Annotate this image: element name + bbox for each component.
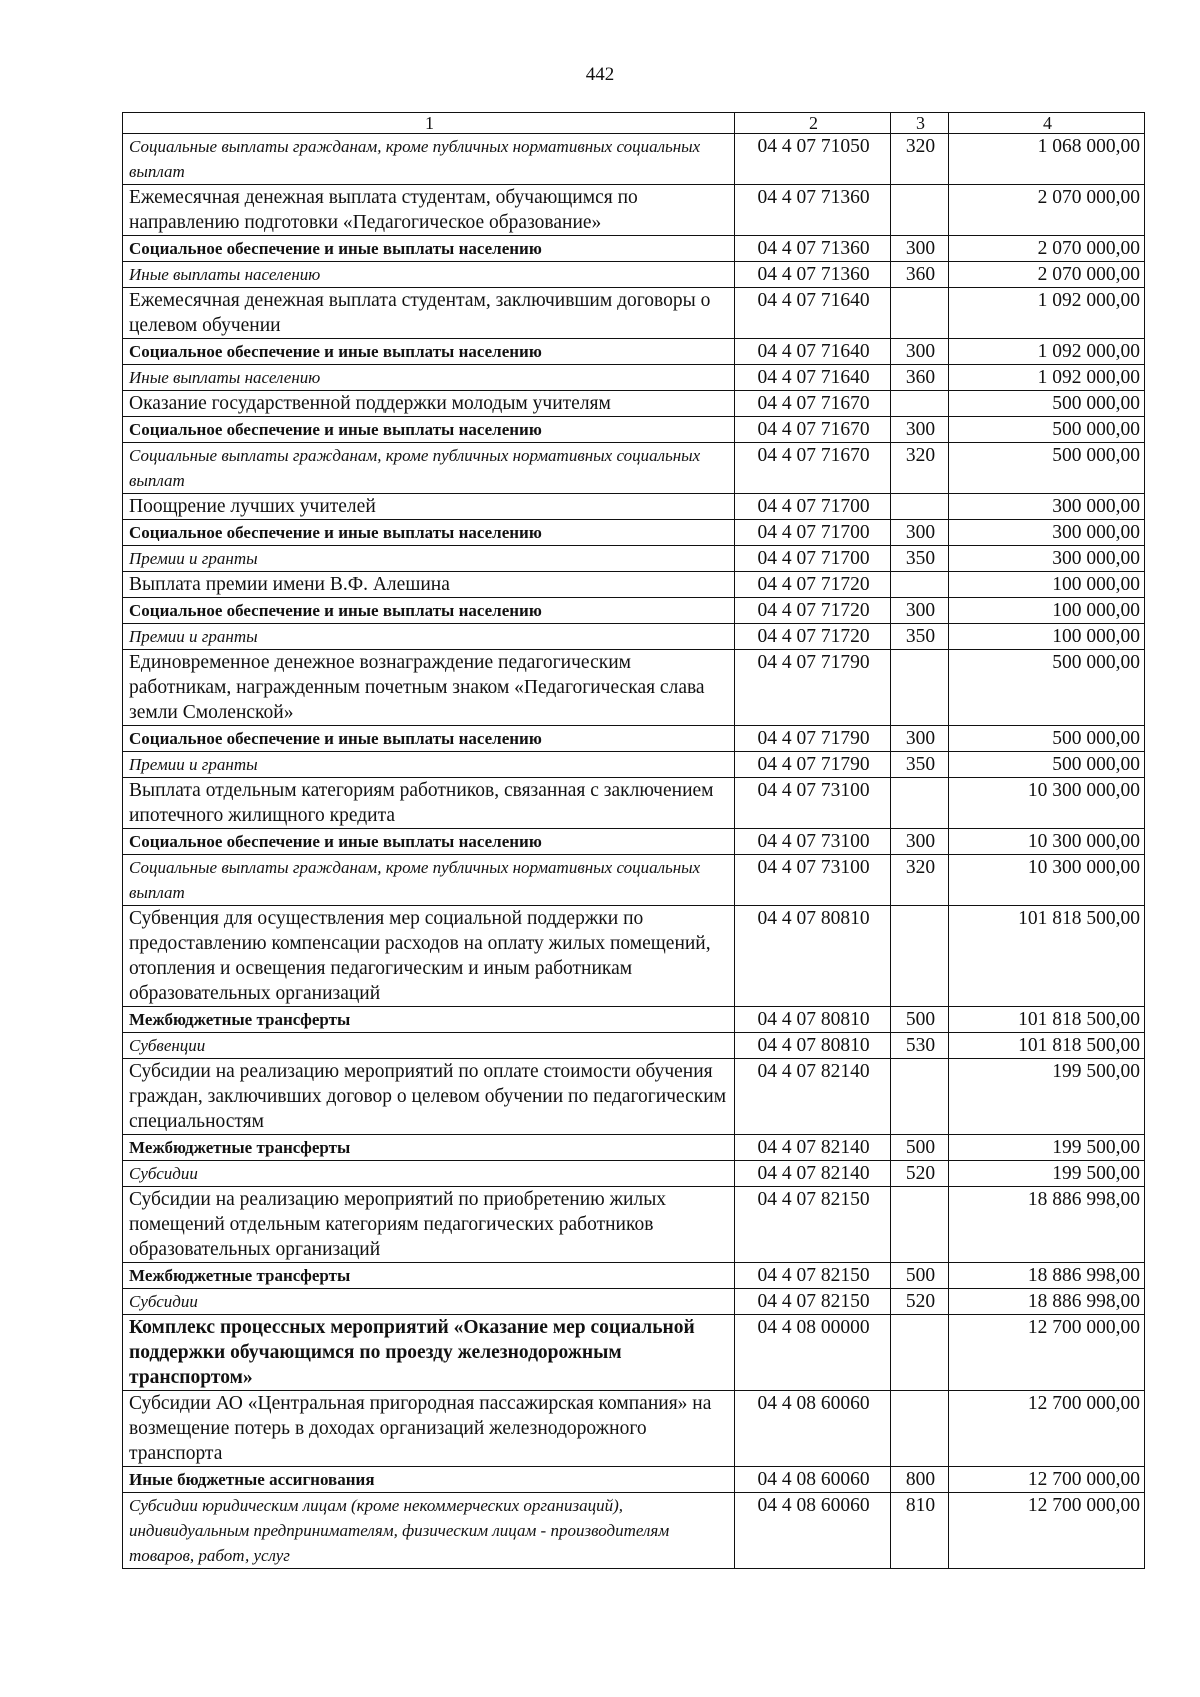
row-name-cell: Ежемесячная денежная выплата студентам, заключившим договоры о целевом обучении [123,288,735,339]
table-row [123,1467,1145,1493]
row-code-cell: 04 4 07 71640 [735,339,891,365]
row-code-cell: 04 4 07 80810 [735,1033,891,1059]
table-row [123,1315,1145,1391]
row-expense-type-cell: 320 [891,855,949,906]
row-code-cell: 04 4 07 80810 [735,1007,891,1033]
row-name-cell: Субвенция для осуществления мер социальной поддержки по предоставлению компенсации расходов на оплату жилых помещений, отопления и освещения педагогическим и иным работникам образовательных организаций [123,906,735,1007]
row-expense-type-cell: 520 [891,1161,949,1187]
row-name-cell: Иные выплаты населению [123,262,735,288]
row-code-cell: 04 4 07 71670 [735,417,891,443]
row-name-cell: Премии и гранты [123,546,735,572]
row-code-cell: 04 4 07 71360 [735,236,891,262]
row-code-cell: 04 4 07 71790 [735,752,891,778]
table-row [123,829,1145,855]
table-row [123,417,1145,443]
row-name-cell: Социальное обеспечение и иные выплаты населению [123,829,735,855]
row-code-cell: 04 4 07 71360 [735,262,891,288]
row-sum-cell: 199 500,00 [949,1161,1145,1187]
row-name-cell: Выплата отдельным категориям работников, связанная с заключением ипотечного жилищного кредита [123,778,735,829]
row-code-cell: 04 4 08 00000 [735,1315,891,1391]
row-expense-type-cell: 360 [891,262,949,288]
row-name-cell: Единовременное денежное вознаграждение педагогическим работникам, награжденным почетным знаком «Педагогическая слава земли Смоленской» [123,650,735,726]
table-row [123,1059,1145,1135]
row-name-cell: Социальные выплаты гражданам, кроме публичных нормативных социальных выплат [123,855,735,906]
row-code-cell: 04 4 07 82140 [735,1161,891,1187]
row-code-cell: 04 4 07 82150 [735,1263,891,1289]
row-sum-cell: 500 000,00 [949,752,1145,778]
table-row [123,520,1145,546]
row-sum-cell: 100 000,00 [949,624,1145,650]
row-name-cell: Субсидии на реализацию мероприятий по приобретению жилых помещений отдельным категориям педагогических работников образовательных организаций [123,1187,735,1263]
row-expense-type-cell: 300 [891,417,949,443]
row-code-cell: 04 4 07 82150 [735,1289,891,1315]
table-row [123,391,1145,417]
table-row [123,1493,1145,1569]
row-expense-type-cell [891,650,949,726]
row-sum-cell: 1 092 000,00 [949,339,1145,365]
row-expense-type-cell [891,391,949,417]
row-expense-type-cell [891,185,949,236]
table-row [123,624,1145,650]
row-expense-type-cell: 520 [891,1289,949,1315]
row-name-cell: Субсидии юридическим лицам (кроме некоммерческих организаций), индивидуальным предпринимателям, физическим лицам - производителям товаров, работ, услуг [123,1493,735,1569]
row-sum-cell: 101 818 500,00 [949,1033,1145,1059]
table-row [123,185,1145,236]
table-row [123,236,1145,262]
table-row [123,1161,1145,1187]
row-sum-cell: 12 700 000,00 [949,1391,1145,1467]
row-expense-type-cell [891,906,949,1007]
row-sum-cell: 101 818 500,00 [949,1007,1145,1033]
table-row [123,443,1145,494]
row-expense-type-cell: 530 [891,1033,949,1059]
row-name-cell: Социальное обеспечение и иные выплаты населению [123,417,735,443]
row-sum-cell: 500 000,00 [949,417,1145,443]
row-code-cell: 04 4 07 82140 [735,1059,891,1135]
row-code-cell: 04 4 08 60060 [735,1467,891,1493]
table-row [123,1187,1145,1263]
row-code-cell: 04 4 07 80810 [735,906,891,1007]
row-code-cell: 04 4 07 71700 [735,546,891,572]
row-sum-cell: 18 886 998,00 [949,1187,1145,1263]
table-row [123,1391,1145,1467]
row-sum-cell: 2 070 000,00 [949,262,1145,288]
row-expense-type-cell: 800 [891,1467,949,1493]
row-name-cell: Иные бюджетные ассигнования [123,1467,735,1493]
row-code-cell: 04 4 07 71670 [735,443,891,494]
row-sum-cell: 10 300 000,00 [949,829,1145,855]
table-row [123,134,1145,185]
row-code-cell: 04 4 07 71700 [735,494,891,520]
table-row [123,726,1145,752]
row-code-cell: 04 4 07 71720 [735,624,891,650]
row-sum-cell: 18 886 998,00 [949,1289,1145,1315]
row-expense-type-cell: 360 [891,365,949,391]
row-name-cell: Премии и гранты [123,752,735,778]
row-expense-type-cell: 320 [891,443,949,494]
row-code-cell: 04 4 07 73100 [735,855,891,906]
row-name-cell: Выплата премии имени В.Ф. Алешина [123,572,735,598]
column-header-code: 2 [735,113,891,134]
row-name-cell: Субсидии АО «Центральная пригородная пассажирская компания» на возмещение потерь в доходах организаций железнодорожного транспорта [123,1391,735,1467]
table-header-row [123,113,1145,134]
table-row [123,598,1145,624]
row-expense-type-cell: 300 [891,236,949,262]
row-code-cell: 04 4 07 71790 [735,650,891,726]
row-expense-type-cell: 500 [891,1007,949,1033]
row-name-cell: Социальные выплаты гражданам, кроме публичных нормативных социальных выплат [123,134,735,185]
row-name-cell: Премии и гранты [123,624,735,650]
row-expense-type-cell [891,494,949,520]
row-sum-cell: 500 000,00 [949,443,1145,494]
row-code-cell: 04 4 07 71640 [735,288,891,339]
row-sum-cell: 1 068 000,00 [949,134,1145,185]
table-body [123,134,1145,1569]
row-expense-type-cell [891,1187,949,1263]
table-row [123,365,1145,391]
row-expense-type-cell: 300 [891,598,949,624]
table-row [123,1263,1145,1289]
row-sum-cell: 18 886 998,00 [949,1263,1145,1289]
table-row [123,1289,1145,1315]
page-number: 442 [585,64,615,85]
table-row [123,906,1145,1007]
table-row [123,1033,1145,1059]
table-row [123,262,1145,288]
row-sum-cell: 2 070 000,00 [949,185,1145,236]
row-code-cell: 04 4 07 71790 [735,726,891,752]
row-name-cell: Оказание государственной поддержки молодым учителям [123,391,735,417]
row-name-cell: Межбюджетные трансферты [123,1007,735,1033]
row-sum-cell: 10 300 000,00 [949,855,1145,906]
row-sum-cell: 12 700 000,00 [949,1467,1145,1493]
row-expense-type-cell [891,1059,949,1135]
row-name-cell: Социальное обеспечение и иные выплаты населению [123,236,735,262]
row-name-cell: Социальное обеспечение и иные выплаты населению [123,726,735,752]
table-row [123,494,1145,520]
budget-table [122,112,1145,1569]
row-name-cell: Субсидии [123,1289,735,1315]
table-row [123,546,1145,572]
row-sum-cell: 100 000,00 [949,572,1145,598]
row-name-cell: Поощрение лучших учителей [123,494,735,520]
row-sum-cell: 300 000,00 [949,546,1145,572]
row-expense-type-cell: 810 [891,1493,949,1569]
table-row [123,778,1145,829]
table-row [123,339,1145,365]
column-header-type: 3 [891,113,949,134]
row-expense-type-cell: 320 [891,134,949,185]
table-row [123,752,1145,778]
row-code-cell: 04 4 07 71360 [735,185,891,236]
row-name-cell: Ежемесячная денежная выплата студентам, обучающимся по направлению подготовки «Педагогическое образование» [123,185,735,236]
row-expense-type-cell [891,288,949,339]
row-sum-cell: 100 000,00 [949,598,1145,624]
row-sum-cell: 500 000,00 [949,726,1145,752]
table-row [123,855,1145,906]
row-code-cell: 04 4 08 60060 [735,1391,891,1467]
row-code-cell: 04 4 08 60060 [735,1493,891,1569]
table-row [123,288,1145,339]
row-sum-cell: 199 500,00 [949,1135,1145,1161]
row-expense-type-cell: 350 [891,752,949,778]
row-name-cell: Социальное обеспечение и иные выплаты населению [123,520,735,546]
table-row [123,1135,1145,1161]
row-name-cell: Субсидии на реализацию мероприятий по оплате стоимости обучения граждан, заключивших договор о целевом обучении по педагогическим специальностям [123,1059,735,1135]
row-expense-type-cell: 350 [891,624,949,650]
row-name-cell: Межбюджетные трансферты [123,1263,735,1289]
row-expense-type-cell: 300 [891,520,949,546]
row-expense-type-cell [891,1391,949,1467]
row-sum-cell: 12 700 000,00 [949,1493,1145,1569]
row-expense-type-cell: 300 [891,726,949,752]
row-expense-type-cell: 500 [891,1135,949,1161]
row-sum-cell: 300 000,00 [949,494,1145,520]
row-sum-cell: 1 092 000,00 [949,288,1145,339]
row-expense-type-cell: 350 [891,546,949,572]
row-sum-cell: 101 818 500,00 [949,906,1145,1007]
row-sum-cell: 500 000,00 [949,650,1145,726]
row-code-cell: 04 4 07 73100 [735,829,891,855]
row-sum-cell: 10 300 000,00 [949,778,1145,829]
row-name-cell: Межбюджетные трансферты [123,1135,735,1161]
row-code-cell: 04 4 07 82150 [735,1187,891,1263]
row-name-cell: Социальные выплаты гражданам, кроме публичных нормативных социальных выплат [123,443,735,494]
row-code-cell: 04 4 07 71050 [735,134,891,185]
row-name-cell: Социальное обеспечение и иные выплаты населению [123,339,735,365]
row-sum-cell: 199 500,00 [949,1059,1145,1135]
column-header-sum: 4 [949,113,1145,134]
row-expense-type-cell: 300 [891,339,949,365]
row-name-cell: Субсидии [123,1161,735,1187]
row-name-cell: Комплекс процессных мероприятий «Оказание мер социальной поддержки обучающимся по проезду железнодорожным транспортом» [123,1315,735,1391]
row-sum-cell: 300 000,00 [949,520,1145,546]
row-expense-type-cell: 300 [891,829,949,855]
row-expense-type-cell [891,778,949,829]
table-row [123,572,1145,598]
row-sum-cell: 12 700 000,00 [949,1315,1145,1391]
row-expense-type-cell [891,572,949,598]
row-code-cell: 04 4 07 82140 [735,1135,891,1161]
row-sum-cell: 2 070 000,00 [949,236,1145,262]
table-row [123,650,1145,726]
row-code-cell: 04 4 07 73100 [735,778,891,829]
row-name-cell: Социальное обеспечение и иные выплаты населению [123,598,735,624]
row-code-cell: 04 4 07 71700 [735,520,891,546]
row-code-cell: 04 4 07 71720 [735,598,891,624]
row-code-cell: 04 4 07 71640 [735,365,891,391]
row-expense-type-cell: 500 [891,1263,949,1289]
column-header-name: 1 [123,113,735,134]
table-row [123,1007,1145,1033]
row-code-cell: 04 4 07 71670 [735,391,891,417]
row-sum-cell: 1 092 000,00 [949,365,1145,391]
row-name-cell: Субвенции [123,1033,735,1059]
row-expense-type-cell [891,1315,949,1391]
row-sum-cell: 500 000,00 [949,391,1145,417]
row-code-cell: 04 4 07 71720 [735,572,891,598]
row-name-cell: Иные выплаты населению [123,365,735,391]
